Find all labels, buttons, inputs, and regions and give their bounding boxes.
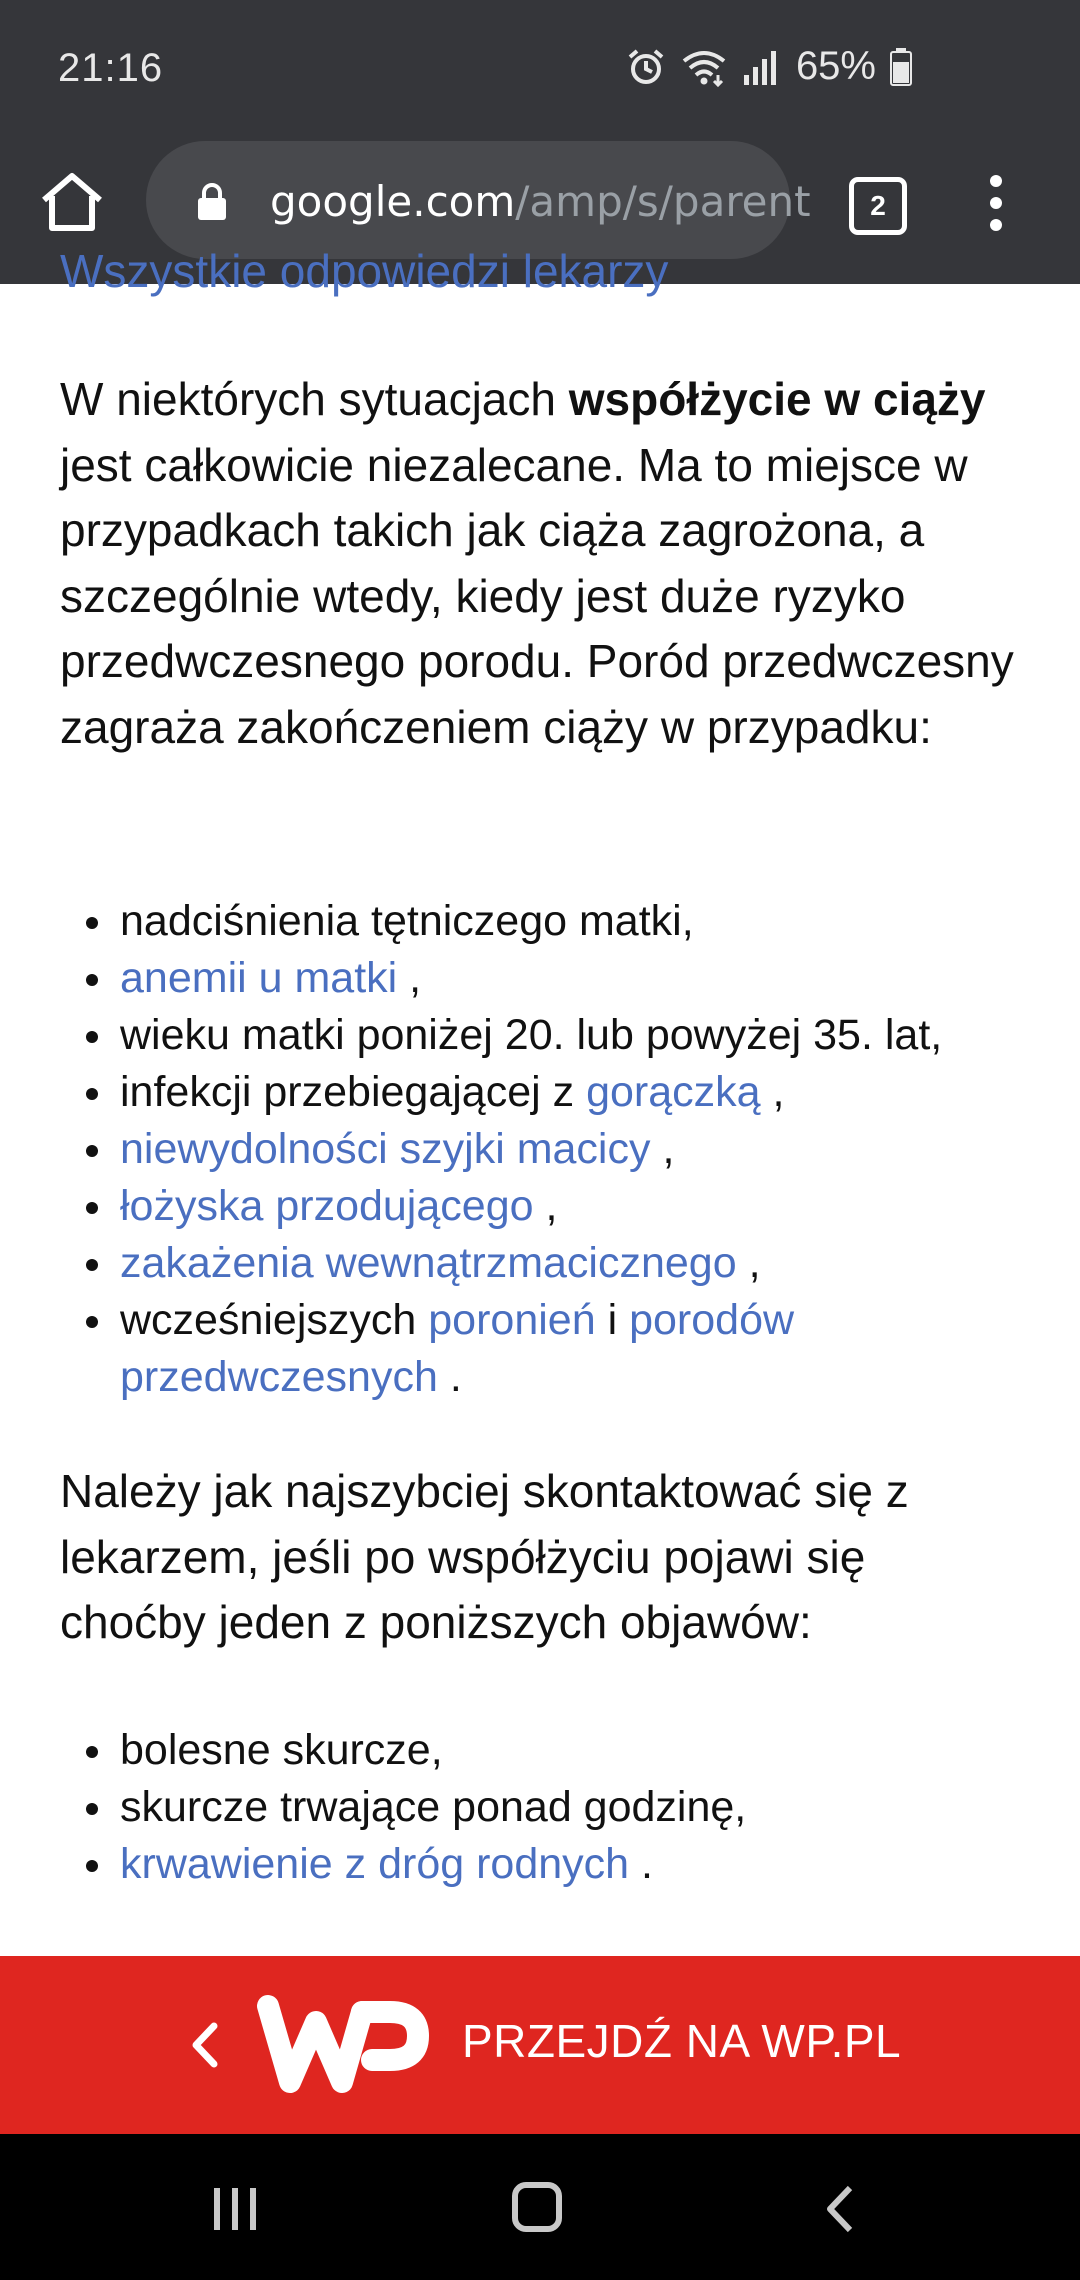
bleeding-link[interactable]: krwawienie z dróg rodnych — [120, 1840, 630, 1888]
list-item — [60, 1007, 1050, 1064]
risk-factors-list — [60, 893, 1050, 1406]
preterm-births-link[interactable]: porodów przedwczesnych — [120, 1296, 795, 1401]
back-icon[interactable] — [822, 2184, 858, 2234]
url-host: google.com — [270, 177, 516, 226]
battery-icon — [890, 48, 912, 86]
url-text[interactable] — [270, 177, 811, 226]
miscarriage-link[interactable]: poronień — [428, 1296, 596, 1344]
list-item — [60, 950, 1050, 1007]
list-item — [60, 1836, 1050, 1893]
intro-bold: współżycie w ciąży — [568, 373, 986, 425]
intro-text-2: jest całkowicie niezalecane. Ma to miejsce w przypadkach takich jak ciąża zagrożona, a szczególnie wtedy, kiedy jest duże ryzyko przedwczesnego porodu. Poród przedwczesny zagraża zakończeniem ciąży w przypadku: — [60, 438, 1014, 753]
list-item-text: nadciśnienia tętniczego matki, — [120, 897, 694, 945]
list-item — [60, 1722, 1050, 1779]
list-item-text: i — [595, 1296, 630, 1344]
home-icon[interactable] — [38, 168, 106, 236]
list-item — [60, 1292, 1050, 1406]
lock-icon — [196, 181, 228, 221]
intrauterine-infection-link[interactable]: zakażenia wewnątrzmacicznego — [120, 1239, 737, 1287]
system-nav-bar — [0, 2134, 1080, 2280]
chevron-left-icon — [186, 2018, 222, 2072]
anemia-link[interactable]: anemii u matki — [120, 954, 398, 1002]
intro-text-1: W niektórych sytuacjach — [60, 373, 569, 425]
battery-percent: 65% — [795, 44, 876, 88]
paragraph-intro — [60, 367, 1020, 760]
list-item-text: wieku matki poniżej 20. lub powyżej 35. lat, — [120, 1011, 943, 1059]
status-bar — [0, 0, 1080, 138]
list-item-suffix: , — [736, 1239, 761, 1287]
wp-banner[interactable] — [0, 1956, 1080, 2134]
list-item — [60, 1121, 1050, 1178]
placenta-previa-link[interactable]: łożyska przodującego — [120, 1182, 534, 1230]
article-content — [0, 245, 1080, 1956]
wp-banner-text[interactable]: PRZEJDŹ NA WP.PL — [462, 2015, 902, 2067]
list-item-suffix: . — [437, 1353, 462, 1401]
list-item-suffix: , — [650, 1125, 675, 1173]
list-item — [60, 893, 1050, 950]
list-item — [60, 1064, 1050, 1121]
list-item-text: infekcji przebiegającej z — [120, 1068, 587, 1116]
tab-count: 2 — [870, 190, 886, 221]
url-path: /amp/s/parent — [515, 177, 811, 226]
list-item-suffix: , — [533, 1182, 558, 1230]
paragraph-symptoms: Należy jak najszybciej skontaktować się z lekarzem, jeśli po współżyciu pojawi się choćby jeden z poniższych objawów: — [60, 1465, 909, 1648]
alarm-icon — [626, 47, 666, 87]
list-item-suffix: , — [397, 954, 422, 1002]
wifi-icon — [680, 47, 728, 87]
list-item-text: bolesne skurcze, — [120, 1726, 443, 1774]
address-bar[interactable] — [146, 141, 811, 259]
symptoms-list — [60, 1722, 1050, 1893]
list-item — [60, 1178, 1050, 1235]
status-icons — [626, 44, 912, 89]
fever-link[interactable]: gorączką — [586, 1068, 761, 1116]
list-item-text: wcześniejszych — [120, 1296, 429, 1344]
wp-logo — [258, 1992, 428, 2096]
signal-icon — [742, 47, 778, 87]
list-item-text: skurcze trwające ponad godzinę, — [120, 1783, 747, 1831]
doctor-answers-link[interactable]: Wszystkie odpowiedzi lekarzy — [60, 245, 669, 297]
home-nav-icon[interactable] — [512, 2182, 562, 2232]
tabs-icon[interactable] — [849, 177, 907, 235]
menu-icon[interactable] — [982, 175, 1010, 235]
list-item-suffix: , — [760, 1068, 785, 1116]
cervical-insufficiency-link[interactable]: niewydolności szyjki macicy — [120, 1125, 651, 1173]
list-item-suffix: . — [629, 1840, 653, 1888]
list-item — [60, 1779, 1050, 1836]
list-item — [60, 1235, 1050, 1292]
status-time: 21:16 — [58, 46, 164, 90]
recent-apps-icon[interactable] — [210, 2186, 260, 2232]
